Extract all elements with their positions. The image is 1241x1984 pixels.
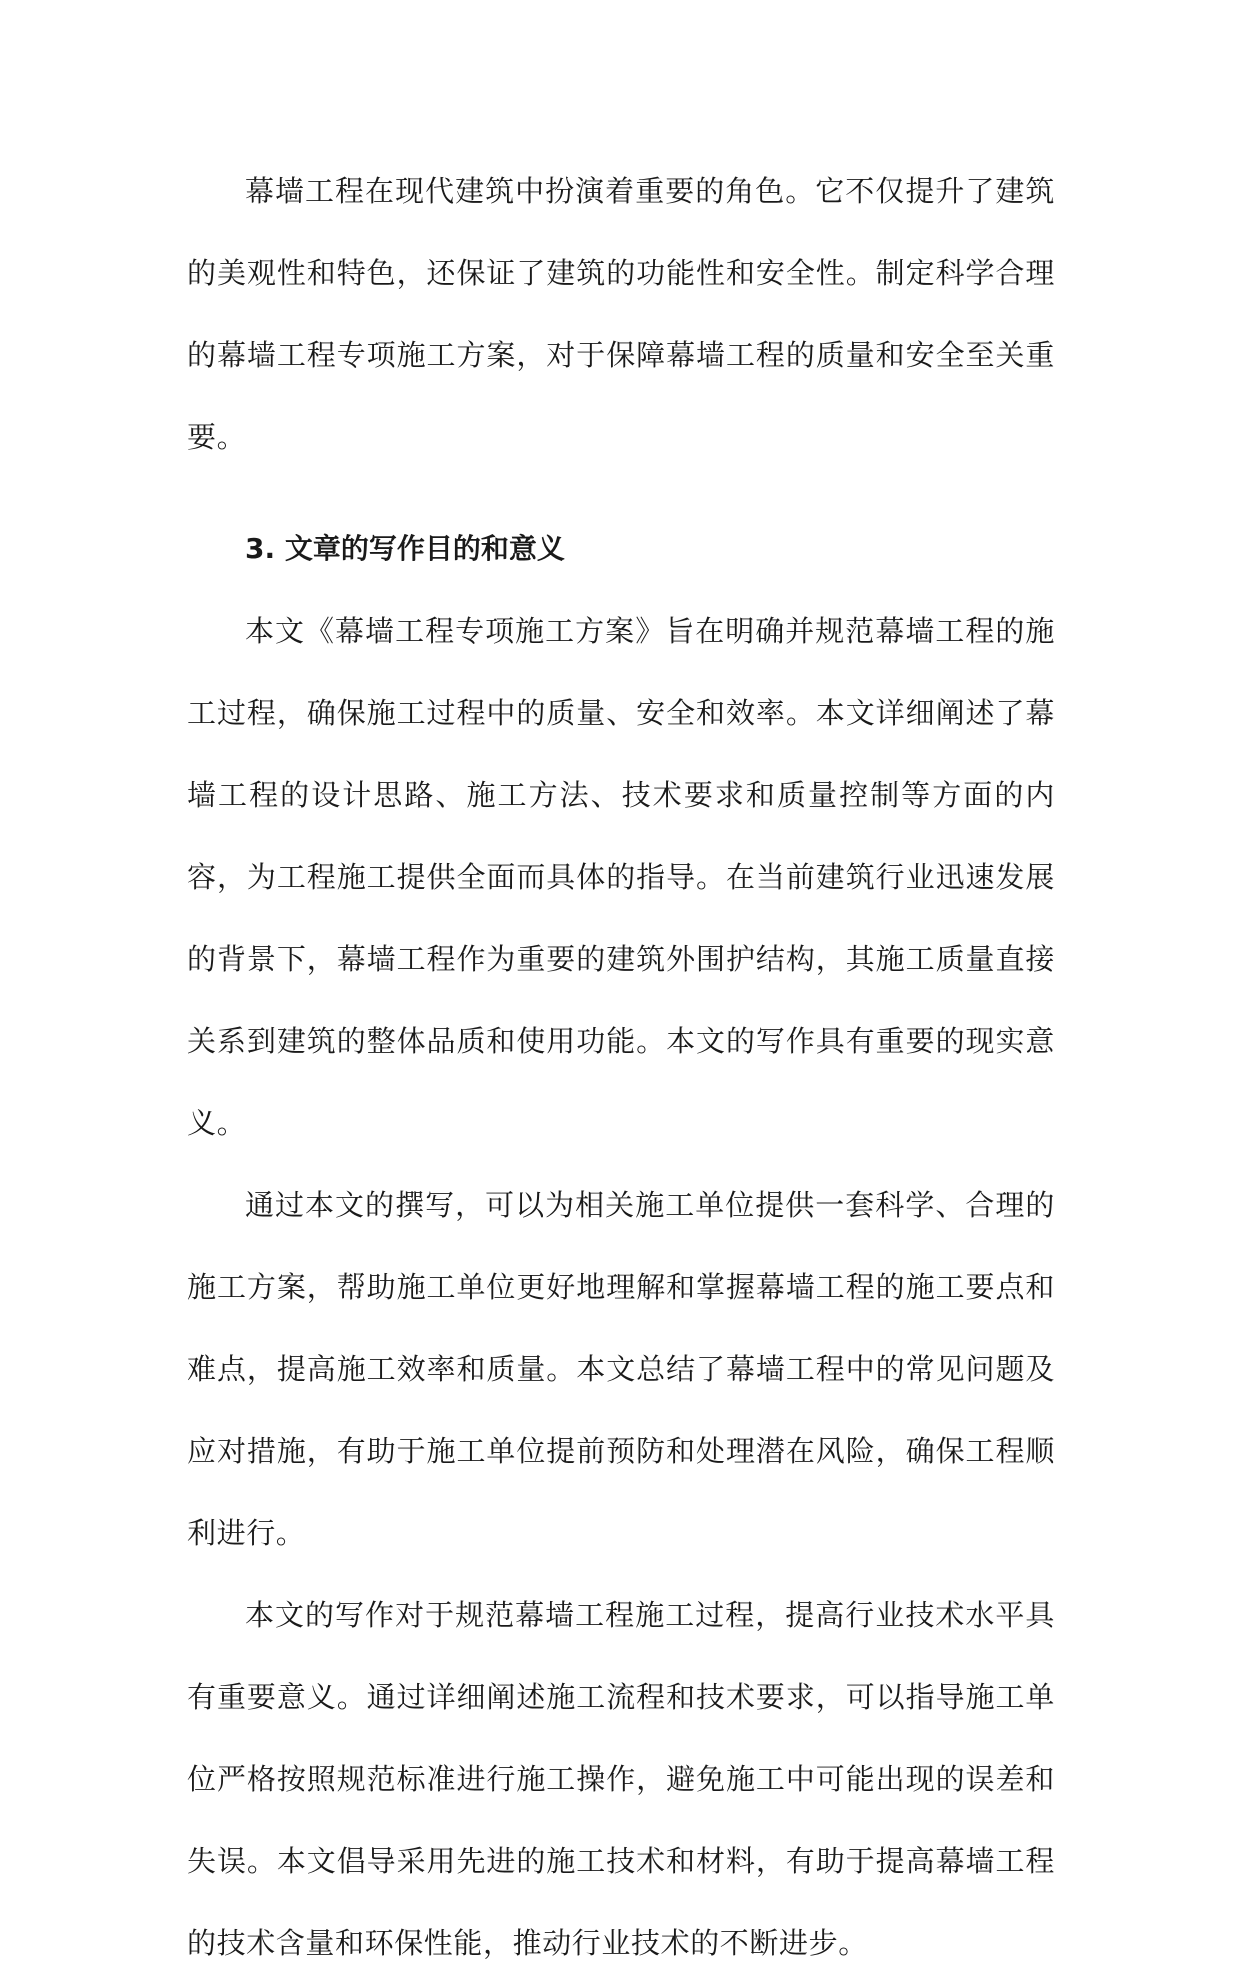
body-paragraph: 本文的写作对于规范幕墙工程施工过程，提高行业技术水平具有重要意义。通过详细阐述施工流程和技术要求，可以指导施工单位严格按照规范标准进行施工操作，避免施工中可能出现的误差和失误。本文倡导采用先进的施工技术和材料，有助于提高幕墙工程的技术含量和环保性能，推动行业技术的不断进步。 — [187, 1598, 1055, 1960]
body-paragraph: 本文《幕墙工程专项施工方案》旨在明确并规范幕墙工程的施工过程，确保施工过程中的质量、安全和效率。本文详细阐述了幕墙工程的设计思路、施工方法、技术要求和质量控制等方面的内容，为工程施工提供全面而具体的指导。在当前建筑行业迅速发展的背景下，幕墙工程作为重要的建筑外围护结构，其施工质量直接关系到建筑的整体品质和使用功能。本文的写作具有重要的现实意义。 — [187, 614, 1055, 1140]
document-page — [187, 150, 1055, 1984]
body-paragraph: 通过本文的撰写，可以为相关施工单位提供一套科学、合理的施工方案，帮助施工单位更好地理解和掌握幕墙工程的施工要点和难点，提高施工效率和质量。本文总结了幕墙工程中的常见问题及应对措施，有助于施工单位提前预防和处理潜在风险，确保工程顺利进行。 — [187, 1188, 1055, 1550]
section-spacer — [187, 478, 1055, 508]
section-heading: 3. 文章的写作目的和意义 — [245, 532, 565, 565]
intro-paragraph: 幕墙工程在现代建筑中扮演着重要的角色。它不仅提升了建筑的美观性和特色，还保证了建筑的功能性和安全性。制定科学合理的幕墙工程专项施工方案，对于保障幕墙工程的质量和安全至关重要。 — [187, 174, 1055, 454]
